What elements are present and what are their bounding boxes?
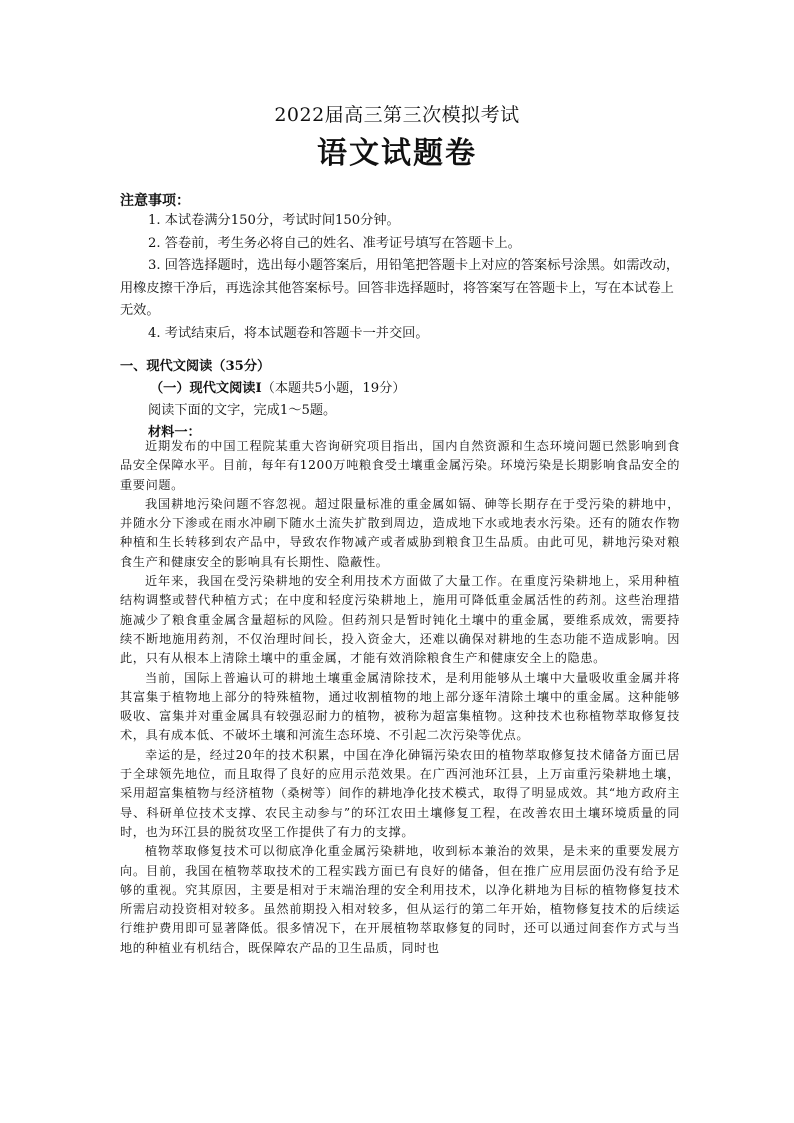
passage-paragraph: 我国耕地污染问题不容忽视。超过限量标准的重金属如镉、砷等长期存在于受污染的耕地中，并随水分下渗或在雨水冲刷下随水土流失扩散到周边，造成地下水或地表水污染。还有的随农作物种植和生长转移到农产品中，导致农作物减产或者威胁到粮食卫生品质。由此可见，耕地污染对粮食生产和健康安全的影响具有长期性、隐蔽性。: [120, 496, 680, 569]
passage-paragraph: 近期发布的中国工程院某重大咨询研究项目指出，国内自然资源和生态环境问题已然影响到食品安全保障水平。目前，每年有1200万吨粮食受土壤重金属污染。环境污染是长期影响食品安全的重要问题。: [120, 439, 680, 492]
notice-heading: 注意事项：: [120, 193, 190, 209]
passage-paragraph: 当前，国际上普遍认可的耕地土壤重金属清除技术，是利用能够从土壤中大量吸收重金属并将其富集于植物地上部分的特殊植物，通过收割植物的地上部分逐年清除土壤中的重金属。这种能够吸收、富集并对重金属具有较强忍耐力的植物，被称为超富集植物。这种技术也称植物萃取修复技术，具有成本低、不破坏土壤和河流生态环境、不引起二次污染等优点。: [120, 670, 680, 743]
subsection-info: （本题共5小题，19分）: [261, 381, 406, 396]
paper-title: 语文试题卷: [317, 136, 477, 171]
notice-list: [120, 210, 680, 345]
passage-paragraph: 近年来，我国在受污染耕地的安全利用技术方面做了大量工作。在重度污染耕地上，采用种植结构调整或替代种植方式；在中度和轻度污染耕地上，施用可降低重金属活性的药剂。这些治理措施减少了粮食重金属含量超标的风险。但药剂只是暂时钝化土壤中的重金属，要维系成效，需要持续不断地施用药剂，不仅治理时间长，投入资金大，还难以确保对耕地的生态功能不造成影响。因此，只有从根本上清除土壤中的重金属，才能有效消除粮食生产和健康安全上的隐患。: [120, 574, 680, 666]
notice-item: 3. 回答选择题时，选出每小题答案后，用铅笔把答题卡上对应的答案标号涂黑。如需改动，用橡皮擦干净后，再选涂其他答案标号。回答非选择题时，将答案写在答题卡上，写在本试卷上无效。: [120, 258, 680, 318]
subsection-heading: [120, 378, 680, 400]
notice-item: 1. 本试卷满分150分，考试时间150分钟。: [148, 213, 400, 228]
section-header: [120, 356, 680, 444]
passage-paragraph: 幸运的是，经过20年的技术积累，中国在净化砷镉污染农田的植物萃取修复技术储备方面已居于全球领先地位，而且取得了良好的应用示范效果。在广西河池环江县，上万亩重污染耕地土壤，采用超富集植物与经济植物（桑树等）间作的耕地净化技术模式，取得了明显成效。其“地方政府主导、科研单位技术支撑、农民主动参与”的环江农田土壤修复工程，在改善农田土壤环境质量的同时，也为环江县的脱贫攻坚工作提供了有力的支撑。: [120, 747, 680, 839]
material-label: 材料一：: [148, 425, 201, 440]
notice-item: 4. 考试结束后，将本试题卷和答题卡一并交回。: [148, 325, 429, 341]
passage-paragraph: 植物萃取修复技术可以彻底净化重金属污染耕地，收到标本兼治的效果，是未来的重要发展方向。目前，我国在植物萃取技术的工程实践方面已有良好的储备，但在推广应用层面仍没有给予足够的重视。究其原因，主要是相对于末端治理的安全利用技术，以净化耕地为目标的植物修复技术所需启动投资相对较多。虽然前期投入相对较多，但从运行的第二年开始，植物修复技术的后续运行维护费用即可显著降低。很多情况下，在开展植物萃取修复的同时，还可以通过间套作方式与当地的种植业有机结合，既保障农产品的卫生品质，同时也: [120, 844, 680, 955]
exam-title: 2022届高三第三次模拟考试: [274, 104, 520, 126]
section-heading: 一、现代文阅读（35分）: [120, 359, 271, 374]
subsection-title: （一）现代文阅读Ⅰ: [150, 381, 262, 396]
notice-item: 2. 答卷前，考生务必将自己的姓名、准考证号填写在答题卡上。: [148, 235, 521, 251]
reading-instruction: 阅读下面的文字，完成1～5题。: [148, 403, 337, 418]
reading-passage: [120, 437, 680, 958]
